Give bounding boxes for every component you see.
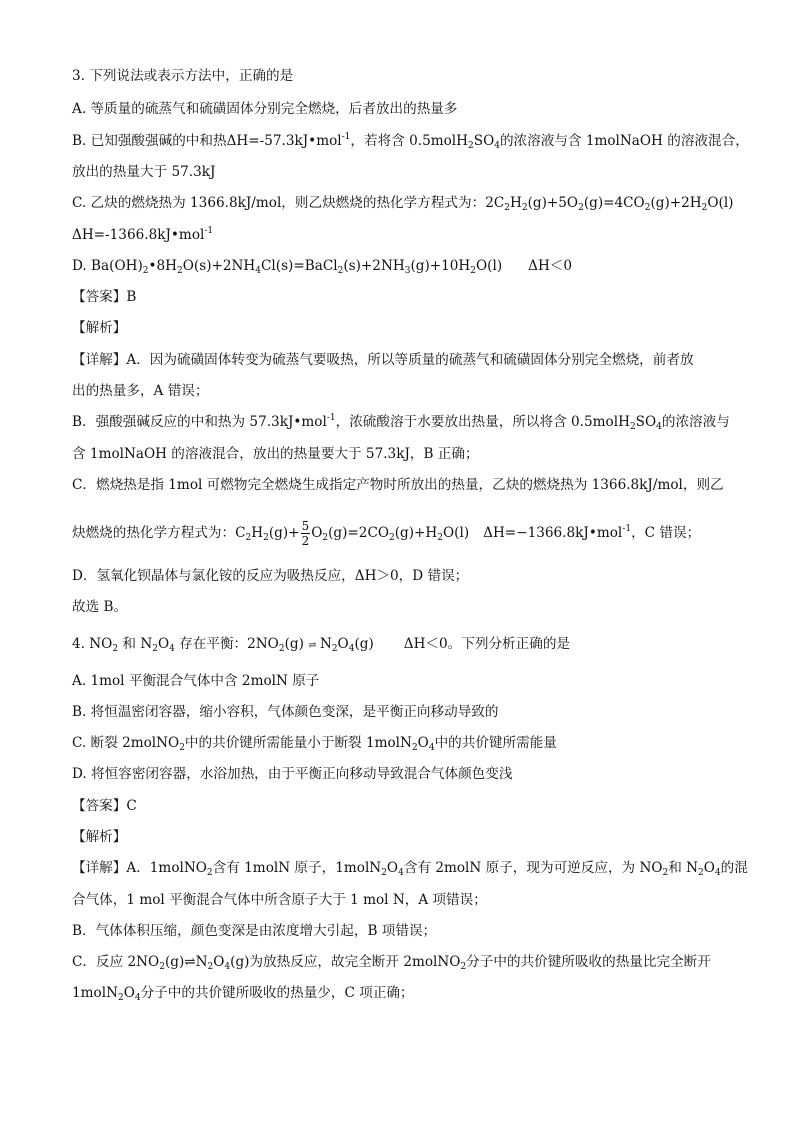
text-fragment: (g)⇌N [164, 954, 208, 970]
text-fragment: 4 [348, 644, 355, 654]
text-fragment: -1 [326, 413, 336, 423]
q3-detail-c-equation [72, 519, 754, 548]
text-fragment: 2 [112, 644, 119, 654]
text-fragment: B．强酸强碱反应的中和热为 57.3kJ•mol [72, 414, 327, 430]
text-fragment: 和 N [118, 636, 153, 652]
text-fragment: (g)+ [268, 525, 300, 541]
equilibrium-arrow-icon: ⇌ [308, 640, 316, 651]
text-fragment: 含 1molNaOH 的溶液混合，放出的热量要大于 57.3kJ，B 正确； [72, 446, 479, 462]
text-fragment: 分子中的共价键所吸收的热量比完全断开 [466, 954, 711, 970]
q3-detail-b-cont [72, 444, 754, 464]
text-fragment: A. 等质量的硫蒸气和硫磺固体分别完全燃烧，后者放出的热量多 [72, 101, 458, 117]
text-fragment: •8H [148, 258, 178, 274]
text-fragment: 2 [578, 203, 584, 213]
text-fragment: D．氢氧化钡晶体与氯化铵的反应为吸热反应，ΔH＞0，D 错误； [72, 568, 469, 584]
text-fragment: 3 [404, 266, 411, 276]
text-fragment: 1molN [72, 985, 118, 1001]
q4-detail-c-cont [72, 983, 754, 1003]
text-fragment: 含有 1molN 原子，1molN [212, 860, 382, 876]
text-fragment: 【答案】B [72, 289, 137, 305]
text-fragment: 含有 2molN 原子，现为可逆反应，为 NO [403, 860, 663, 876]
text-fragment: 中的共价键所需能量小于断裂 1molN [184, 735, 412, 751]
text-fragment: 2 [278, 644, 285, 654]
text-fragment: 合气体，1 mol 平衡混合气体中所含原子大于 1 mol N，A 项错误； [72, 892, 487, 908]
q4-option-d [72, 764, 754, 784]
q3-analysis-heading [72, 318, 754, 338]
text-fragment: (g) [354, 636, 374, 652]
text-fragment: O [157, 636, 170, 652]
q3-option-b [72, 131, 754, 151]
fraction-five-halves [301, 519, 311, 548]
text-fragment: 2 [159, 962, 165, 972]
text-fragment: D. Ba(OH) [72, 258, 143, 274]
q4-detail-a-cont [72, 890, 754, 910]
text-fragment: 炔燃烧的热化学方程式为：C [72, 525, 246, 541]
q3-option-c-cont [72, 225, 754, 245]
text-fragment: 5 [301, 519, 310, 533]
text-fragment: ，浓硫酸溶于水要放出热量，所以将含 0.5molH [335, 414, 630, 430]
text-fragment: 2 [322, 533, 329, 543]
text-fragment: 2 [521, 203, 528, 213]
text-fragment: O [417, 735, 429, 751]
text-fragment: (g)+H [394, 525, 438, 541]
text-fragment: 4 [398, 868, 404, 878]
text-fragment: 2 [331, 644, 338, 654]
text-fragment: -1 [341, 132, 351, 142]
text-fragment: (g)=4CO [583, 195, 645, 211]
text-fragment: SO [635, 414, 657, 430]
text-fragment: 2 [389, 533, 395, 543]
text-fragment: 出的热量多，A 错误； [72, 383, 209, 399]
text-fragment: 的混 [720, 860, 748, 876]
text-fragment: 分子中的共价键所吸收的热量少，C 项正确； [140, 985, 414, 1001]
text-fragment: ΔH＜0 [528, 258, 573, 274]
text-fragment: N [315, 636, 332, 652]
text-fragment: 中的共价键所需能量 [434, 735, 557, 751]
text-fragment: 4 [255, 266, 262, 276]
text-fragment: H [251, 525, 264, 541]
text-fragment: 的浓溶液与含 1molNaOH 的溶液混合， [499, 133, 749, 149]
q3-stem [72, 66, 754, 86]
text-fragment: 4 [428, 743, 435, 753]
text-fragment: O [311, 525, 323, 541]
text-fragment: B. 将恒温密闭容器，缩小容积，气体颜色变深，是平衡正向移动导致的 [72, 704, 499, 720]
text-fragment: ，若将含 0.5molH [350, 133, 469, 149]
text-fragment: C. 断裂 2molNO [72, 735, 180, 751]
text-fragment: O [337, 636, 349, 652]
text-fragment: 2 [701, 203, 708, 213]
text-fragment: B. 已知强酸强碱的中和热 [72, 133, 227, 149]
text-fragment: O(l) [707, 195, 734, 211]
text-fragment: Cl(s)=BaCl [261, 258, 338, 274]
text-fragment: O [213, 954, 225, 970]
text-fragment: 2 [698, 868, 704, 878]
text-fragment: 2 [179, 743, 185, 753]
text-fragment: 2 [629, 422, 636, 432]
q3-option-c [72, 193, 754, 213]
text-fragment: 4 [224, 962, 231, 972]
text-fragment: 【答案】C [72, 798, 137, 814]
q3-option-b-cont [72, 162, 754, 182]
q4-option-c [72, 733, 754, 753]
text-fragment: O [123, 985, 135, 1001]
text-fragment: 2 [470, 266, 477, 276]
q3-detail-a-cont [72, 381, 754, 401]
text-fragment: (g) [284, 636, 304, 652]
text-fragment: 3. 下列说法或表示方法中，正确的是 [72, 68, 294, 84]
q4-option-b [72, 702, 754, 722]
q3-detail-a [72, 350, 754, 370]
text-fragment: 2 [117, 993, 124, 1003]
text-fragment: 2 [245, 533, 252, 543]
text-fragment: -1 [622, 524, 632, 534]
text-fragment: ΔH=−1366.8kJ•mol [483, 525, 623, 541]
text-fragment: ΔH＜0。下列分析正确的是 [403, 636, 571, 652]
q4-detail-b [72, 921, 754, 941]
text-fragment: 存在平衡：2NO [174, 636, 279, 652]
text-fragment: ，C 错误； [631, 525, 701, 541]
text-fragment: 2 [152, 644, 158, 654]
text-fragment: -1 [204, 226, 214, 236]
text-fragment: O(s)+2NH [182, 258, 256, 274]
text-fragment: 【详解】A．因为硫磺固体转变为硫蒸气要吸热，所以等质量的硫蒸气和硫磺固体分别完全燃烧，前者放 [72, 352, 694, 368]
text-fragment: 2 [504, 203, 510, 213]
q4-stem [72, 634, 754, 656]
text-fragment: (g)+5O [527, 195, 579, 211]
text-fragment: 2 [206, 868, 213, 878]
text-fragment: ΔH=-1366.8kJ•mol [72, 227, 205, 243]
q3-conclusion [72, 597, 754, 617]
text-fragment: 【解析】 [72, 829, 127, 845]
text-fragment: 2 [301, 534, 310, 548]
text-fragment: ΔH=-57.3kJ•mol [226, 133, 342, 149]
text-fragment: D. 将恒容密闭容器，水浴加热，由于平衡正向移动导致混合气体颜色变浅 [72, 766, 513, 782]
text-fragment: 4 [494, 141, 500, 151]
text-fragment: A. 1mol 平衡混合气体中含 2molN 原子 [72, 673, 320, 689]
text-fragment: (g)+2H [650, 195, 702, 211]
text-fragment: 【详解】A．1molNO [72, 860, 207, 876]
text-fragment: 的浓溶液与 [661, 414, 730, 430]
text-fragment: C．反应 2NO [72, 954, 160, 970]
text-fragment: 2 [263, 533, 269, 543]
text-fragment: 2 [468, 141, 474, 151]
text-fragment: 故选 B。 [72, 599, 128, 615]
text-fragment: 2 [177, 266, 183, 276]
text-fragment: 2 [207, 962, 214, 972]
text-fragment: C．燃烧热是指 1mol 可燃物完全燃烧生成指定产物时所放出的热量，乙炔的燃烧热为 1366.8kJ/mol，则乙 [72, 477, 724, 493]
text-fragment: 2 [337, 266, 344, 276]
text-fragment: 2 [381, 868, 387, 878]
text-fragment: 2 [662, 868, 669, 878]
q3-answer [72, 287, 754, 307]
text-fragment: 2 [437, 533, 444, 543]
text-fragment: 4 [714, 868, 721, 878]
text-fragment: 2 [142, 266, 149, 276]
q3-detail-b [72, 412, 754, 432]
q3-detail-d [72, 566, 754, 586]
q3-option-a [72, 99, 754, 119]
q4-detail-a [72, 858, 754, 878]
text-fragment: SO [473, 133, 495, 149]
text-fragment: (s)+2NH [343, 258, 405, 274]
text-fragment: 【解析】 [72, 320, 127, 336]
text-fragment: C. 乙炔的燃烧热为 1366.8kJ/mol，则乙炔燃烧的热化学方程式为：2C [72, 195, 505, 211]
text-fragment: (g)+10H [410, 258, 471, 274]
text-fragment: 4. NO [72, 636, 113, 652]
q4-option-a [72, 671, 754, 691]
text-fragment: 4 [656, 422, 662, 432]
text-fragment: 和 N [668, 860, 699, 876]
q4-answer [72, 796, 754, 816]
text-fragment: H [509, 195, 522, 211]
text-fragment: O [703, 860, 715, 876]
text-fragment: 2 [411, 743, 418, 753]
q4-detail-c [72, 952, 754, 972]
text-fragment: B．气体体积压缩，颜色变深是由浓度增大引起，B 项错误； [72, 923, 437, 939]
text-fragment: 放出的热量大于 57.3kJ [72, 164, 216, 180]
text-fragment: 4 [169, 644, 175, 654]
q4-analysis-heading [72, 827, 754, 847]
text-fragment: 2 [644, 203, 651, 213]
q3-detail-c [72, 475, 754, 495]
text-fragment: (g)=2CO [328, 525, 389, 541]
q3-option-d [72, 256, 754, 276]
text-fragment: O [386, 860, 399, 876]
text-fragment: O(l) [443, 525, 470, 541]
text-fragment: O(l) [476, 258, 503, 274]
text-fragment: 2 [460, 962, 467, 972]
text-fragment: (g)为放热反应，故完全断开 2molNO [230, 954, 461, 970]
text-fragment: 4 [134, 993, 141, 1003]
